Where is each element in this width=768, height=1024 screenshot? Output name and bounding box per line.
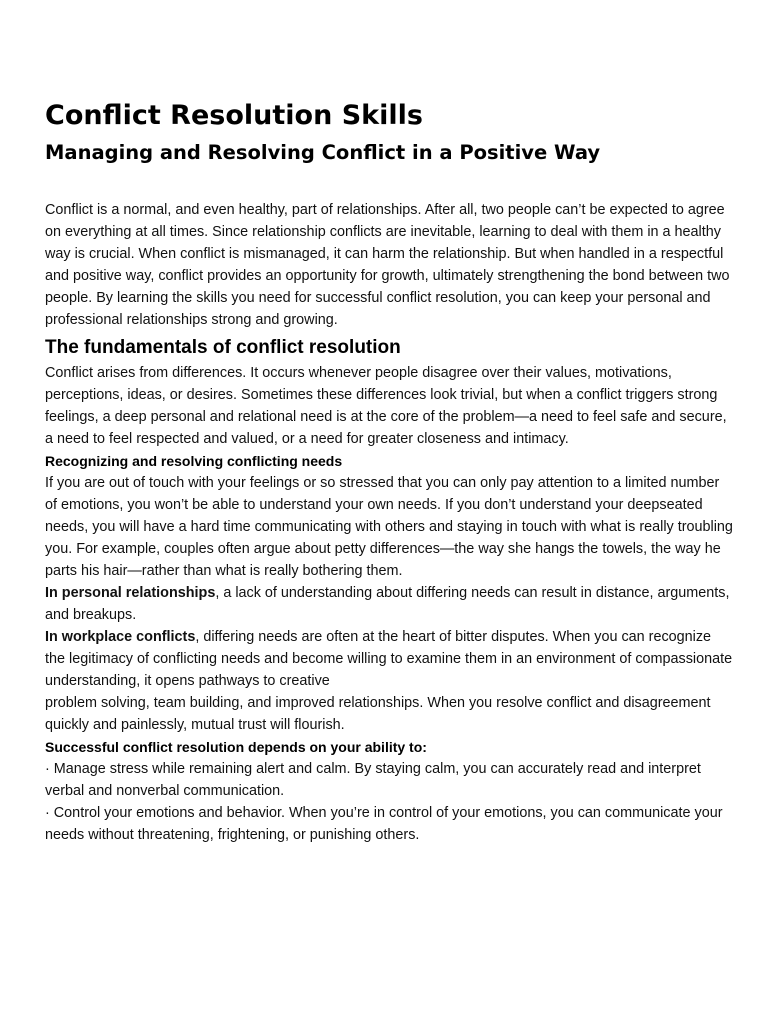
personal-relationships-text: , a lack of understanding about differing needs can result in distance, arguments, and breakups.: [45, 585, 730, 623]
document-subtitle: Managing and Resolving Conflict in a Positive Way: [45, 141, 601, 164]
workplace-conflicts-lead: In workplace conflicts: [45, 629, 196, 645]
workplace-conflicts-continuation: problem solving, team building, and improved relationships. When you resolve conflict and disagreement quickly and painlessly, mutual trust will flourish.: [45, 695, 711, 733]
fundamentals-paragraph: Conflict arises from differences. It occurs whenever people disagree over their values, motivations, perceptions, ideas, or desires. Sometimes these differences look trivial, but when a conflict triggers strong feelings, a deep personal and relational need is at the core of the problem—a need to feel safe and secure, a need to feel respected and valued, or a need for greater closeness and intimacy.: [45, 365, 727, 447]
personal-relationships-lead: In personal relationships: [45, 585, 216, 601]
section-heading-fundamentals: The fundamentals of conflict resolution: [45, 337, 401, 358]
workplace-conflicts-paragraph: [45, 626, 735, 692]
personal-relationships-paragraph: [45, 582, 735, 626]
intro-paragraph: Conflict is a normal, and even healthy, part of relationships. After all, two people can’t be expected to agree on everything at all times. Since relationship conflicts are inevitable, learning to deal with them in a healthy way is crucial. When conflict is mismanaged, it can harm the relationship. But when handled in a respectful and positive way, conflict provides an opportunity for growth, ultimately strengthening the bond between two people. By learning the skills you need for successful conflict resolution, you can keep your personal and professional relationships strong and growing.: [45, 202, 730, 328]
subheading-successful-resolution: Successful conflict resolution depends on your ability to:: [45, 739, 427, 755]
bullet-item: · Control your emotions and behavior. When you’re in control of your emotions, you can communicate your needs without threatening, frightening, or punishing others.: [45, 805, 723, 843]
document-title: Conflict Resolution Skills: [45, 100, 423, 131]
subheading-conflicting-needs: Recognizing and resolving conflicting needs: [45, 453, 343, 469]
document-page: [45, 96, 735, 846]
conflicting-needs-paragraph: If you are out of touch with your feelings or so stressed that you can only pay attention to a limited number of emotions, you won’t be able to understand your own needs. If you don’t understand your deepseated needs, you will have a hard time communicating with others and staying in touch with what is really troubling you. For example, couples often argue about petty differences—the way she hangs the towels, the way he parts his hair—rather than what is really bothering them.: [45, 475, 733, 579]
bullet-item: · Manage stress while remaining alert and calm. By staying calm, you can accurately read and interpret verbal and nonverbal communication.: [45, 761, 701, 799]
workplace-conflicts-text-1: , differing needs are often at the heart of bitter disputes. When you can recognize the legitimacy of conflicting needs and become willing to examine them in an environment of compassionate understanding, it opens pathways to creative: [45, 629, 733, 689]
